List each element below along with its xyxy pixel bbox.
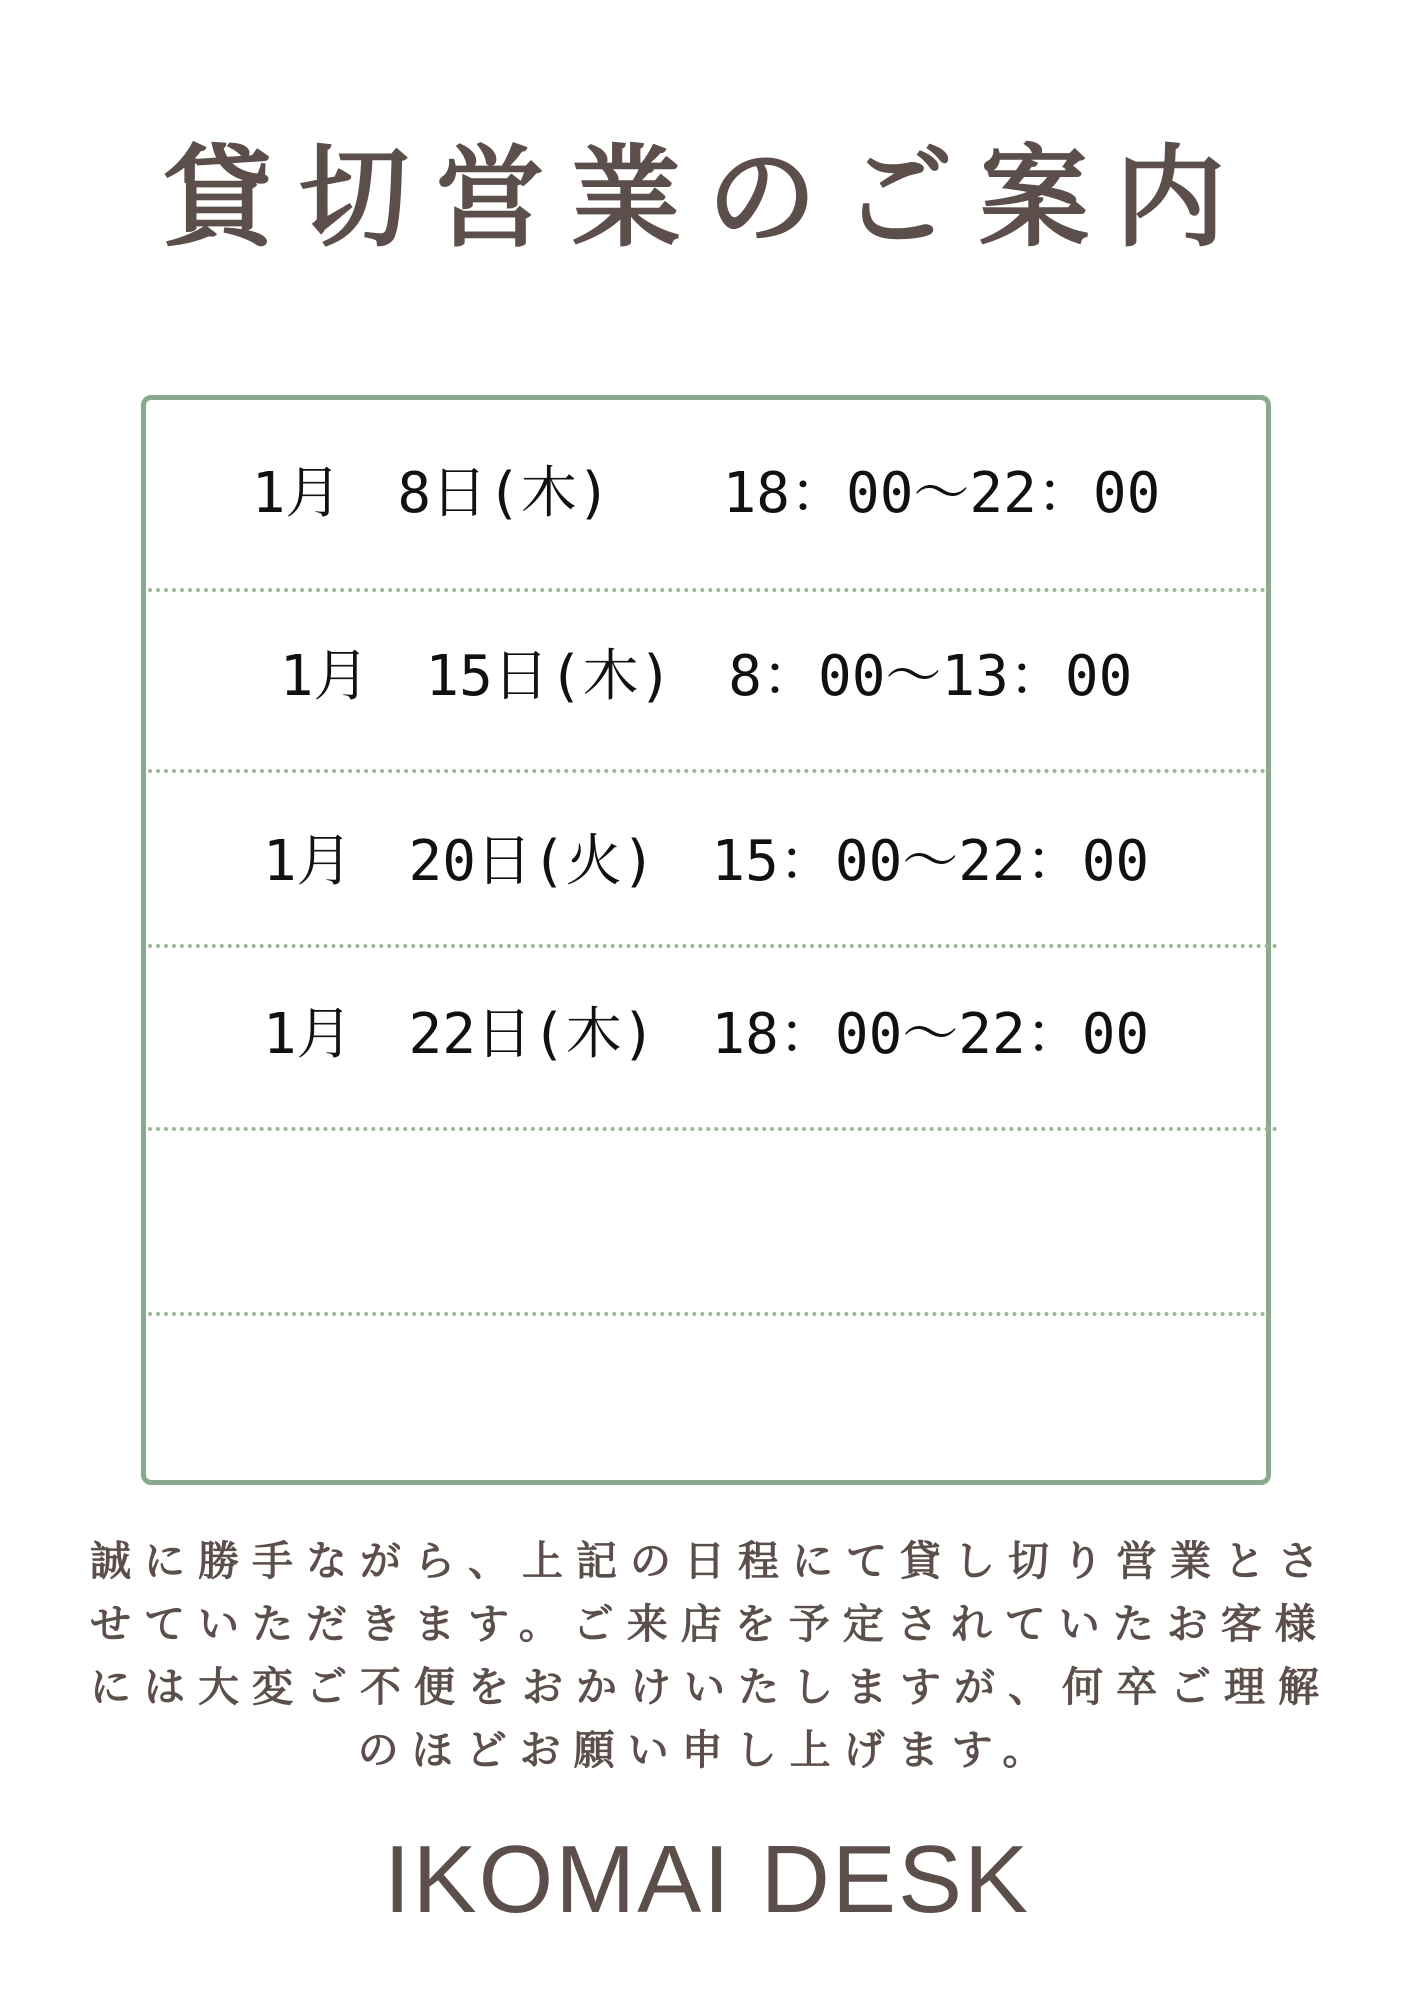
schedule-row-2: 1月 15日(木) 8：00～13：00 [279, 644, 1133, 709]
schedule-divider [148, 769, 1266, 773]
notice-line: せていただきます。ご来店を予定されていたお客様 [90, 1600, 1329, 1648]
schedule-row-1: 1月 8日(木) 18：00～22：00 [251, 461, 1161, 526]
page-title: 貸切営業のご案内 [163, 134, 1251, 262]
notice-line: のほどお願い申し上げます。 [357, 1726, 1057, 1774]
schedule-divider [148, 1127, 1278, 1131]
notice-text [90, 1530, 1332, 1782]
brand-name: IKOMAI DESK [383, 1826, 1031, 1933]
schedule-divider [148, 944, 1278, 948]
schedule-divider [148, 1312, 1266, 1316]
schedule-frame [141, 395, 1271, 1485]
notice-line: 誠に勝手ながら、上記の日程にて貸し切り営業とさ [90, 1537, 1332, 1585]
schedule-row-4: 1月 22日(木) 18：00～22：00 [262, 1002, 1150, 1067]
schedule-divider [148, 588, 1266, 592]
notice-line: には大変ご不便をおかけいたしますが、何卒ご理解 [90, 1663, 1332, 1711]
schedule-row-3: 1月 20日(火) 15：00～22：00 [262, 829, 1150, 894]
